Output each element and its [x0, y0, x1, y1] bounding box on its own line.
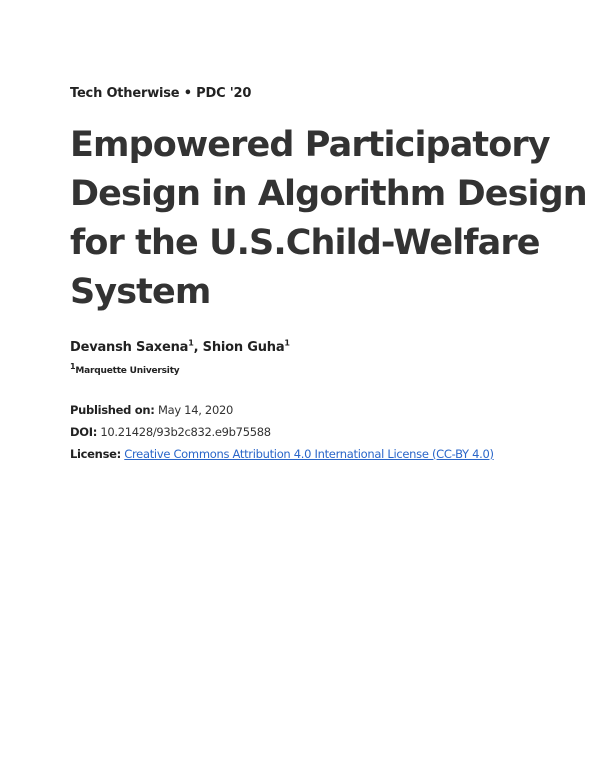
author-affiliation-mark: 1 — [284, 338, 290, 348]
published-value: May 14, 2020 — [157, 403, 233, 417]
license-label: License: — [70, 447, 121, 461]
affiliation — [70, 362, 180, 376]
author-affiliation-mark: 1 — [188, 338, 194, 348]
article-title — [70, 121, 587, 317]
collection-header: Tech Otherwise • PDC '20 — [70, 86, 252, 101]
published-date-row — [70, 403, 233, 417]
title-line-3: for the U.S.Child-Welfare — [70, 223, 540, 263]
author-name: Shion Guha — [202, 340, 285, 355]
license-row — [70, 447, 494, 461]
author-name: Devansh Saxena — [70, 340, 189, 355]
license-link[interactable]: Creative Commons Attribution 4.0 International License (CC-BY 4.0) — [124, 447, 494, 461]
author-separator: , — [193, 340, 203, 355]
published-label: Published on: — [70, 403, 155, 417]
doi-value: 10.21428/93b2c832.e9b75588 — [100, 425, 271, 439]
affiliation-name: Marquette University — [75, 366, 180, 376]
title-line-1: Empowered Participatory — [70, 125, 550, 165]
doi-row — [70, 425, 271, 439]
title-line-2: Design in Algorithm Design — [70, 174, 587, 214]
affiliation-mark: 1 — [70, 362, 76, 371]
author-list — [70, 340, 290, 355]
doi-label: DOI: — [70, 425, 97, 439]
title-line-4: System — [70, 272, 211, 312]
